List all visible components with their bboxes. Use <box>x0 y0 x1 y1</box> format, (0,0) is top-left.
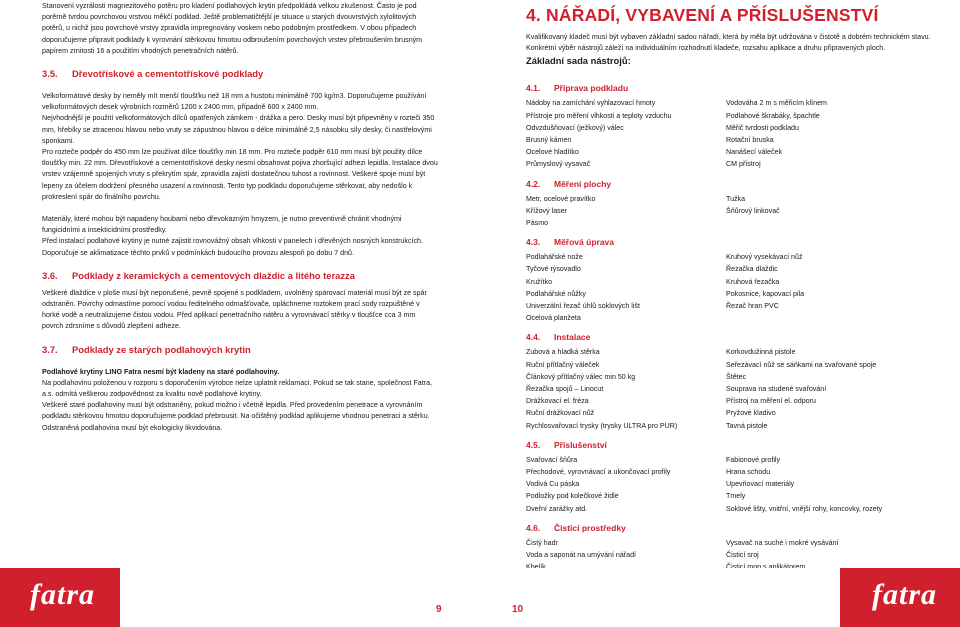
tool-item: Ocelové hladítko <box>526 148 579 157</box>
tool-item: Svařovací šňůra <box>526 455 578 464</box>
section-3-6-heading <box>42 270 438 282</box>
section-3-7-heading <box>42 344 438 356</box>
section-3-5-title: Dřevotřískové a cementotřískové podklady <box>72 68 264 80</box>
chapter-4-title: 4. NÁŘADÍ, VYBAVENÍ A PŘÍSLUŠENSTVÍ <box>526 5 879 25</box>
tool-item: Rotační bruska <box>726 136 774 145</box>
right-page <box>480 0 960 627</box>
section-title: Čisticí prostředky <box>554 522 626 533</box>
tool-list <box>526 251 936 324</box>
tool-item: Upevňovací materiály <box>726 480 795 489</box>
tool-item: Přístroj na měření el. odporu <box>726 397 816 406</box>
section-number: 4.4. <box>526 332 541 343</box>
tool-item: CM přístroj <box>726 160 761 169</box>
section-4-5-heading <box>526 440 936 451</box>
section-title: Měřová úprava <box>554 237 614 248</box>
left-column <box>42 1 438 434</box>
section-number: 4.3. <box>526 237 541 248</box>
tool-item: Šňůrový linkovač <box>726 206 780 215</box>
tool-item: Tužka <box>726 194 746 203</box>
tool-item: Měřič tvrdosti podkladu <box>726 123 799 132</box>
tool-item: Univerzální řezač úhlů soklových lišt <box>526 302 640 311</box>
tool-item: Ocelová planžeta <box>526 314 581 323</box>
tool-item: Tyčové rýsovadlo <box>526 265 581 274</box>
tool-item: Řezačka spojů – Linocut <box>526 385 604 394</box>
intro-paragraph: Konkrétní výběr nástrojů záleží na individuálním rozhodnutí kladeče, rozsahu aplikace a druhu připravených ploch. <box>526 44 886 53</box>
tool-list <box>526 346 936 431</box>
right-column <box>526 0 936 574</box>
fatra-logo-right: fatra <box>872 578 937 611</box>
section-title: Příprava podkladu <box>554 83 629 94</box>
tool-item <box>726 217 926 229</box>
section-3-7-number: 3.7. <box>42 343 58 355</box>
tool-item: Podložky pod kolečkové židle <box>526 492 619 501</box>
footer-center-white <box>120 568 840 627</box>
intro-paragraph: Kvalifikovaný kladeč musí být vybaven základní sadou nářadí, která by měla být udržována v čistotě a dobrém technickém stavu. <box>526 33 931 41</box>
tool-item: Pokosnice, kapovací pila <box>726 289 805 298</box>
tool-item: Kružítko <box>526 277 553 286</box>
tool-item: Tmely <box>726 492 746 501</box>
tool-item: Rychlosvařovací trysky (trysky ULTRA pro PUR) <box>526 421 678 430</box>
section-3-7-paragraph: Na podlahovinu položenou v rozporu s doporučením výrobce nelze uplatnit reklamaci. Pokud se tak stane, společnost Fatra, a.s. odmítá veškerou zodpovědnost za kvalitu nově podlahové krytiny. <box>42 378 432 399</box>
tool-item: Křížový laser <box>526 206 567 215</box>
tool-item: Pryžové kladivo <box>726 409 776 418</box>
section-4-6-heading <box>526 523 936 534</box>
section-4-4-heading <box>526 332 936 343</box>
section-title: Měření plochy <box>554 178 612 189</box>
tool-item: Seřezávací nůž se sáňkami na svařované spoje <box>726 360 877 369</box>
section-3-6-title: Podklady z keramických a cementových dlaždic a litého terazza <box>72 269 355 281</box>
section-3-7-paragraph: Veškeré staré podlahoviny musí být odstraněny, pokud možno i včetně lepidla. Před provedením penetrace a vyrovnáním podkladu stěrkovou hmotou doporučujeme podklad přebrousit. Na očištěný podklad aplikujeme vhodnou penetraci a stěrku. Odstraněná podlahovina musí být ekologicky likvidována. <box>42 401 430 432</box>
tool-list <box>526 193 936 230</box>
section-number: 4.5. <box>526 439 541 450</box>
section-4-2-heading <box>526 179 936 190</box>
tool-item: Kruhový vysekávací nůž <box>726 253 803 262</box>
section-3-5-paragraph: Pro rozteče podpěr do 450 mm lze používat dílce tloušťky min 18 mm. Pro rozteče podpěr 610 mm musí být použity dílce tloušťky min. 22 mm. Dřevotřískové a cementotřískové desky nesmí obsahovat pojiva zhoršující adhezi lepidla. Instalace dvou vrstev vzájemně spojených vruty s překrytím spár, zpravidla zajistí dostatečnou tuhost a rovinnost. Veškeré spoje musí být lepeny za účelem dodržení přesného usazení a rovinnosti. Tento typ podkladu doporučujeme stěrkovat, aby nedošlo k prokreslení spár do finálního povrchu. <box>42 148 438 201</box>
fatra-logo-left: fatra <box>30 578 95 611</box>
tool-item: Průmyslový vysavač <box>526 160 591 169</box>
tool-item: Nádoby na zamíchání vyhlazovací hmoty <box>526 99 656 108</box>
chapter-4-intro <box>526 32 936 54</box>
tool-item: Fabionové profily <box>726 455 781 464</box>
tool-item: Brusný kámen <box>526 136 572 145</box>
section-3-6-paragraph: Veškeré dlaždice v ploše musí být neporušené, pevně spojené s podkladem, uvolněný spárovací materiál musí být ze spár odstraněn. Povrchy odmastíme pomocí vodou ředitelného odmašťovače, opláchneme roztokem prací sody rozpuštěné v horké vodě a neutralizujeme čistou vodou. Před aplikací penetračního nátěru a vyrovnávací stěrky v tloušťce cca 3 mm povrch zdrsníme s důvodů zlepšení adheze. <box>42 288 427 331</box>
section-3-7-bold-line: Podlahové krytiny LINO Fatra nesmí být kladeny na staré podlahoviny. <box>42 367 280 376</box>
tool-item: Vysavač na suché i mokré vysávání <box>726 538 839 547</box>
section-3-6-number: 3.6. <box>42 269 58 281</box>
tool-item: Řezač hran PVC <box>726 302 779 311</box>
page-number-left: 9 <box>436 604 442 615</box>
section-3-5-paragraph: Materiály, které mohou být napadeny houbami nebo dřevokazným hmyzem, je nutno preventivně chránit vhodnými fungicidními a insekticidními prostředky. <box>42 215 402 235</box>
section-3-5-paragraph: Před instalací podlahové krytiny je nutné zajistit rovnovážný obsah vlhkosti v panelech i dřevěných nosných konstrukcích. Doporučuje se aklimatizace těchto prvků v podmínkách budoucího provozu alespoň po dobu 7 dnů. <box>42 237 423 257</box>
tool-item: Tavná pistole <box>726 421 768 430</box>
section-number: 4.1. <box>526 83 541 94</box>
tool-item: Řezačka dlaždic <box>726 265 778 274</box>
tool-item: Odvzdušňovací (ježkový) válec <box>526 123 624 132</box>
section-title: Instalace <box>554 332 591 343</box>
tool-item: Pásmo <box>526 219 549 228</box>
tool-item: Souprava na studené svařování <box>726 385 827 394</box>
page-number-right: 10 <box>512 604 524 615</box>
tool-item: Soklové lišty, vnitřní, vnější rohy, koncovky, rozety <box>726 504 883 513</box>
section-4-1-heading <box>526 83 936 94</box>
tool-item: Podlahové škrabáky, špachtle <box>726 111 820 120</box>
section-number: 4.6. <box>526 522 541 533</box>
tool-item: Zubová a hladká stěrka <box>526 348 600 357</box>
tool-item: Metr, ocelové pravítko <box>526 194 596 203</box>
tool-item: Podlahářské nože <box>526 253 583 262</box>
section-3-7-title: Podklady ze starých podlahových krytin <box>72 343 251 355</box>
tool-list <box>526 454 936 515</box>
tool-item: Dveřní zarážky atd. <box>526 504 588 513</box>
section-3-5-number: 3.5. <box>42 68 58 80</box>
section-3-5-heading <box>42 68 438 80</box>
tool-item: Čisticí sroj <box>726 551 759 560</box>
section-3-5-paragraph: Nejvhodnější je použití velkoformátových dílců opatřených zámkem - drážka a pero. Desky musí být připevněny v rozteči 350 mm, hřebíky se ztracenou hlavou nebo vruty se zápustnou hlavou o délce minimálně 2,5 násobku síly desky, či nastřelovými sponkami. <box>42 114 435 145</box>
tool-item: Podlahářské nůžky <box>526 289 586 298</box>
tool-item: Drážkovací el. fréza <box>526 397 589 406</box>
tool-item: Štětec <box>726 372 747 381</box>
tools-title: Základní sada nástrojů: <box>526 55 631 67</box>
intro-paragraph: Stanovení vyzrálosti magnezitového potěru pro kladení podlahových krytin předpokládá velkou zkušenost. Často je pod porěrně tvrdou povrchovou vrstvou měkčí podklad. Ještě problematičtější je situace u starých dvouvrstvých xylolitových potěrů, u nichž jsou povrchové vrstvy zpravidla impregnovány voskem nebo podobným prostředkem. V obou případech doporučujeme připravit podklady k vyrovnání stěrkovou hmotou odbroušením povrchových vrstev přebroušením brusným papírem zrnitosti 16 a použitím vhodných penetračních nátěrů. <box>42 2 423 55</box>
tool-item: Článkový přítlačný válec min 50 kg <box>526 372 636 381</box>
tool-item: Ruční přítlačný váleček <box>526 360 600 369</box>
section-3-5-paragraph: Velkoformátové desky by neměly mít menší tloušťku než 18 mm a hustotu minimálně 700 kg/m3. Doporučujeme používání velkoformátových desek výrobních rozměrů 1200 x 2400 mm, případně 600 x 2400 mm. <box>42 92 427 112</box>
tool-item: Čistý hadr <box>526 538 558 547</box>
section-number: 4.2. <box>526 178 541 189</box>
tool-item <box>726 312 926 324</box>
tool-item: Hrana schodu <box>726 468 771 477</box>
tool-item: Ruční drážkovací nůž <box>526 409 595 418</box>
section-title: Příslušenství <box>554 439 607 450</box>
tool-item: Přístroje pro měření vlhkosti a teploty vzduchu <box>526 111 672 120</box>
tool-sections <box>526 67 936 573</box>
tool-item: Korkovdužinná pistole <box>726 348 796 357</box>
section-4-3-heading <box>526 237 936 248</box>
tool-item: Vodivá Cu páska <box>526 480 580 489</box>
tool-item: Voda a saponát na umývání nářadí <box>526 551 637 560</box>
tool-item: Kruhová řezačka <box>726 277 780 286</box>
tool-list <box>526 97 936 170</box>
tool-item: Nanášecí váleček <box>726 148 782 157</box>
tool-item: Přechodové, vyrovnávací a ukončovací profily <box>526 468 671 477</box>
tool-item: Vodováha 2 m s měřicím klínem <box>726 99 827 108</box>
